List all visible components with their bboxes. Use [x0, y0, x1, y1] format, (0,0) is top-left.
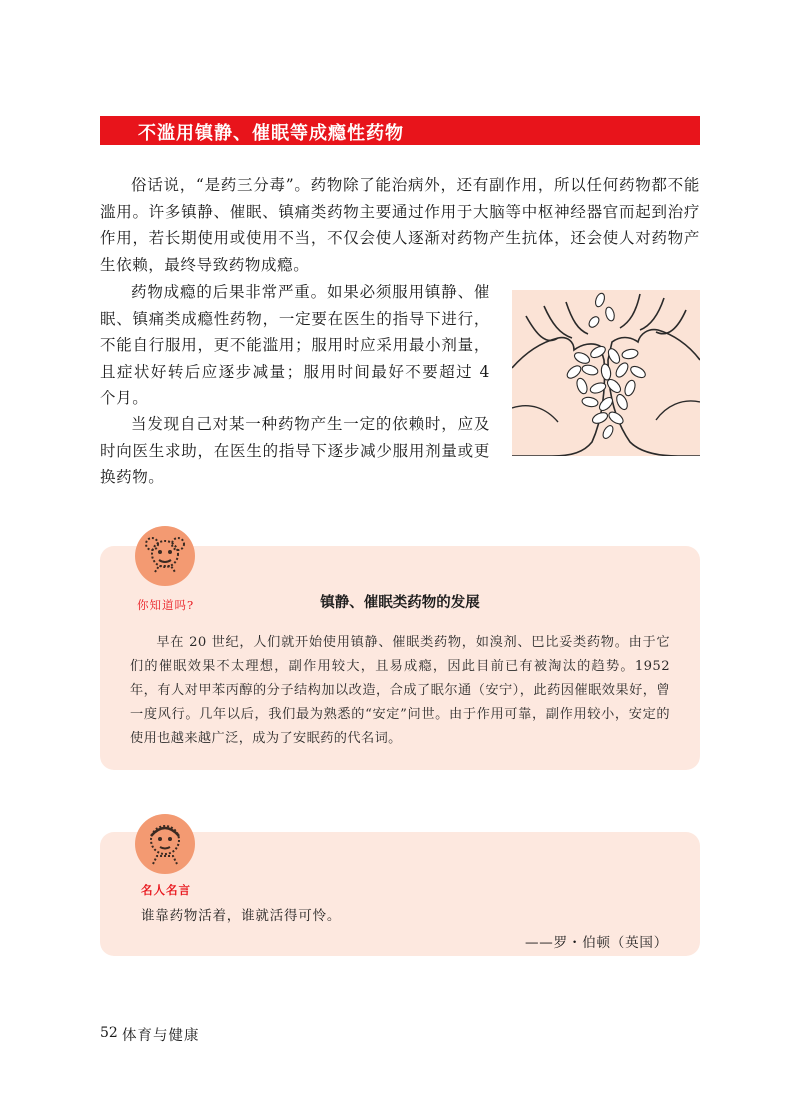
book-title: 体育与健康 — [122, 1028, 200, 1044]
section-header-bar — [100, 116, 700, 145]
did-you-know-badge — [135, 526, 195, 586]
body-paragraph-3: 当发现自己对某一种药物产生一定的依赖时，应及时向医生求助，在医生的指导下逐步减少服用剂量或更换药物。 — [100, 415, 490, 486]
thinking-figure-icon — [135, 526, 195, 586]
did-you-know-title: 镇静、催眠类药物的发展 — [320, 595, 480, 611]
pills-in-hands-illustration — [512, 290, 700, 456]
quote-text: 谁靠药物活着，谁就活得可怜。 — [141, 908, 342, 924]
section-title: 不滥用镇静、催眠等成瘾性药物 — [138, 123, 404, 144]
did-you-know-text: 早在 20 世纪，人们就开始使用镇静、催眠类药物，如溴剂、巴比妥类药物。由于它们的催眠效果不太理想，副作用较大，且易成瘾，因此目前已有被淘汰的趋势。1952 年，有人对甲苯丙醇的分子结构加以改造，合成了眠尔通（安宁），此药因催眠效果好，曾一度风行。几年以后，我们最为熟悉的“安定”问世。由于作用可靠，副作用较小，安定的使用也越来越广泛，成为了安眠药的代名词。 — [130, 635, 670, 746]
famous-quote-label: 名人名言 — [141, 883, 191, 897]
body-paragraph-2: 药物成瘾的后果非常严重。如果必须服用镇静、催眠、镇痛类成瘾性药物，一定要在医生的指导下进行，不能自行服用，更不能滥用；服用时应采用最小剂量，且症状好转后应逐步减量；服用时间最好不要超过 4 个月。 — [100, 283, 490, 407]
quote-author: ——罗・伯顿（英国） — [525, 935, 668, 951]
famous-quote-badge — [135, 814, 195, 874]
body-paragraph-1: 俗话说，“是药三分毒”。药物除了能治病外，还有副作用，所以任何药物都不能滥用。许多镇静、催眠、镇痛类药物主要通过作用于大脑等中枢神经器官而起到治疗作用，若长期使用或使用不当，不仅会使人逐渐对药物产生抗体，还会使人对药物产生依赖，最终导致药物成瘾。 — [100, 176, 700, 274]
famous-person-portrait-icon — [135, 814, 195, 874]
page-number: 52 — [100, 1025, 118, 1041]
did-you-know-label: 你知道吗? — [137, 598, 195, 612]
